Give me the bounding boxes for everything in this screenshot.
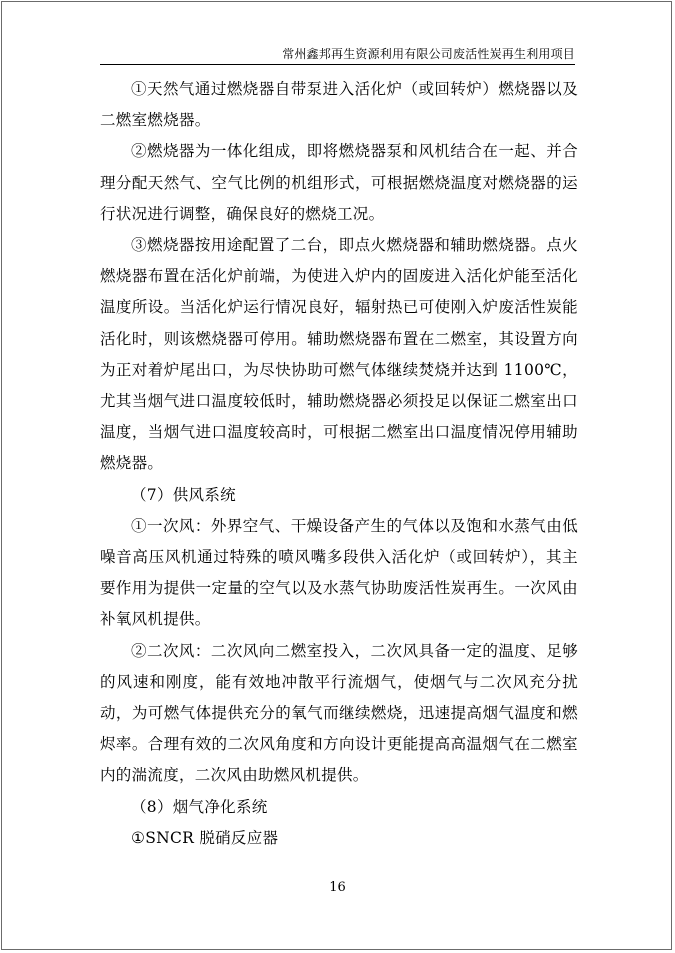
paragraph-natural-gas: ①天然气通过燃烧器自带泵进入活化炉（或回转炉）燃烧器以及二燃室燃烧器。 [100,80,578,130]
paragraph-burner-configuration: ③燃烧器按用途配置了二台，即点火燃烧器和辅助燃烧器。点火燃烧器布置在活化炉前端，为使进入炉内的固废进入活化炉能至活化温度所设。当活化炉运行情况良好，辐射热已可使刚入炉废活性炭能活化时，则该燃烧器可停用。辅助燃烧器布置在二燃室，其设置方向为正对着炉尾出口，为尽快协助可燃气体继续焚烧并达到 1100℃，尤其当烟气进口温度较低时，辅助燃烧器必须投足以保证二燃室出口温度，当烟气进口温度较高时，可根据二燃室出口温度情况停用辅助燃烧器。 [100,236,578,473]
section-heading-flue-gas: （8）烟气净化系统 [131,797,268,816]
document-body [100,74,578,854]
paragraph-sncr: ①SNCR 脱硝反应器 [131,828,279,847]
paragraph-secondary-air: ②二次风：二次风向二燃室投入，二次风具备一定的温度、足够的风速和刚度，能有效地冲散平行流烟气，使烟气与二次风充分扰动，为可燃气体提供充分的氧气而继续燃烧，迅速提高烟气温度和燃烬率。合理有效的二次风角度和方向设计更能提高高温烟气在二燃室内的湍流度，二次风由助燃风机提供。 [100,641,578,785]
header-rule [100,64,575,65]
paragraph-burner-integration: ②燃烧器为一体化组成，即将燃烧器泵和风机结合在一起、并合理分配天然气、空气比例的机组形式，可根据燃烧温度对燃烧器的运行状况进行调整，确保良好的燃烧工况。 [100,142,578,223]
page-header: 常州鑫邦再生资源利用有限公司废活性炭再生利用项目 [282,47,575,61]
paragraph-primary-air: ①一次风：外界空气、干燥设备产生的气体以及饱和水蒸气由低噪音高压风机通过特殊的喷风嘴多段供入活化炉（或回转炉），其主要作用为提供一定量的空气以及水蒸气协助废活性炭再生。一次风由补氧风机提供。 [100,516,578,629]
section-heading-air-supply: （7）供风系统 [131,485,236,504]
page-number: 16 [329,880,346,895]
